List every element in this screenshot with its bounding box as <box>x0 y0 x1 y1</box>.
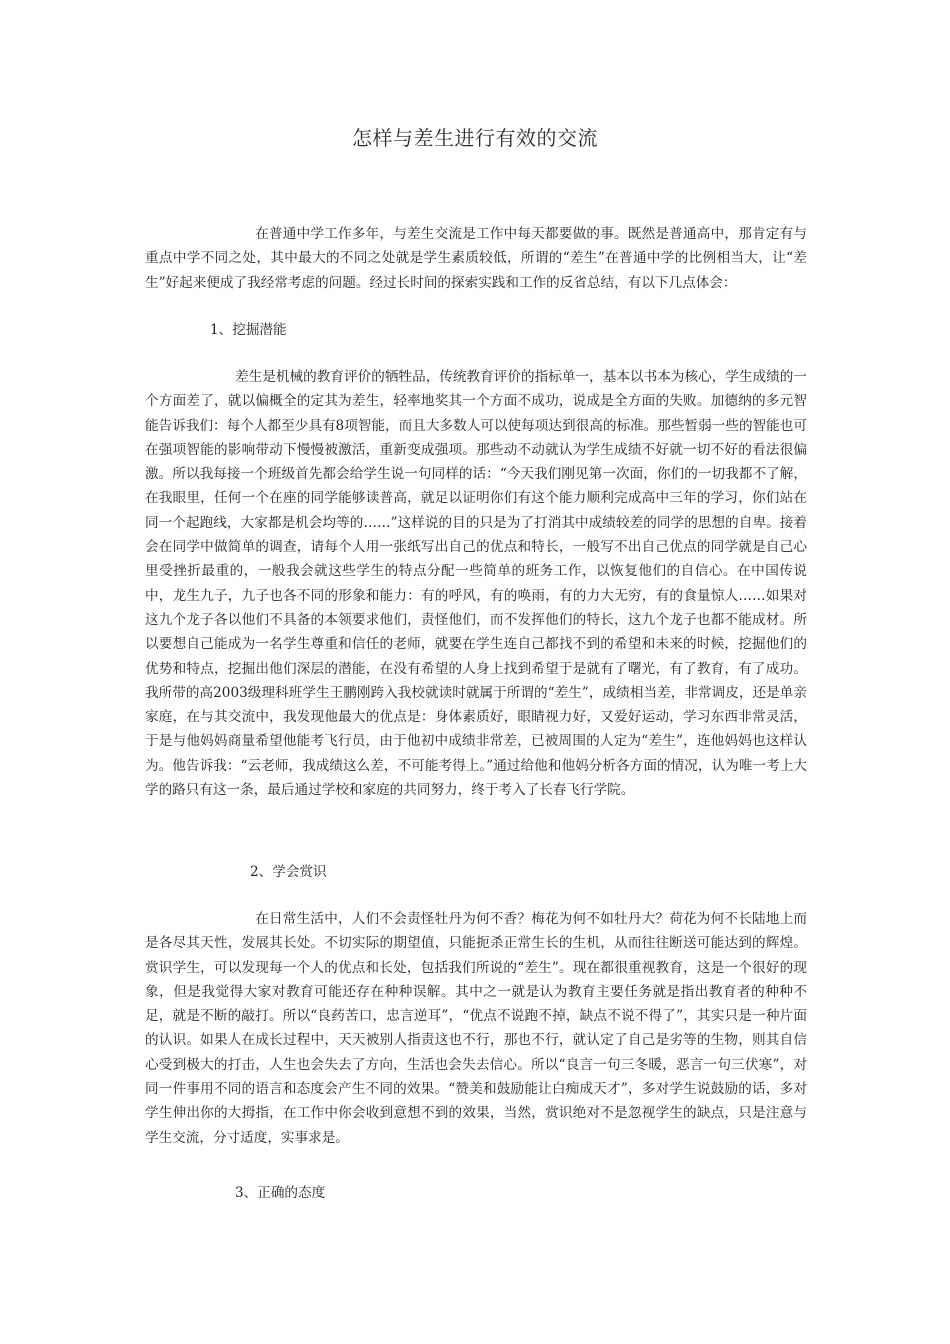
intro-text: 在普通中学工作多年，与差生交流是工作中每天都要做的事。既然是普通高中，那肯定有与重点中学不同之处，其中最大的不同之处就是学生素质较低，所谓的“差生”在普通中学的比例相当大，让“差生”好起来便成了我经常考虑的问题。经过长时间的探索实践和工作的反省总结，有以下几点体会： <box>145 226 807 291</box>
section-1-heading: 1、挖掘潜能 <box>210 322 287 338</box>
section-3-heading: 3、正确的态度 <box>235 1185 326 1201</box>
section-2-paragraph <box>145 907 807 1150</box>
section-2-heading: 2、学会赏识 <box>250 864 327 880</box>
document-title: 怎样与差生进行有效的交流 <box>352 126 598 150</box>
section-2-text: 在日常生活中，人们不会责怪牡丹为何不香？梅花为何不如牡丹大？荷花为何不长陆地上而是各尽其天性，发展其长处。不切实际的期望值，只能扼杀正常生长的生机，从而往往断送可能达到的辉煌。赏识学生，可以发现每一个人的优点和长处，包括我们所说的“差生”。现在都很重视教育，这是一个很好的现象，但是我觉得大家对教育可能还存在种种误解。其中之一就是认为教育主要任务就是指出教育者的种种不足，就是不断的敲打。所以“良药苦口，忠言逆耳”，“优点不说跑不掉，缺点不说不得了”，其实只是一种片面的认识。如果人在成长过程中，天天被别人指责这也不行，那也不行，就认定了自己是劣等的生物，则其自信心受到极大的打击，人生也会失去了方向，生活也会失去信心。所以“良言一句三冬暖，恶言一句三伏寒”，对同一件事用不同的语言和态度会产生不同的效果。“赞美和鼓励能让白痴成天才”，多对学生说鼓励的话，多对学生伸出你的大拇指，在工作中你会收到意想不到的效果，当然，赏识绝对不是忽视学生的缺点，只是注意与学生交流，分寸适度，实事求是。 <box>145 911 807 1146</box>
section-1-paragraph <box>145 365 807 802</box>
intro-paragraph <box>145 222 807 295</box>
section-1-text: 差生是机械的教育评价的牺牲品，传统教育评价的指标单一，基本以书本为核心，学生成绩的一个方面差了，就以偏概全的定其为差生，轻率地奖其一个方面不成功，说成是全方面的失败。加德纳的多元智能告诉我们：每个人都至少具有8项智能，而且大多数人可以使每项达到很高的标准。那些暂弱一些的智能也可在强项智能的影响带动下慢慢被激活，重新变成强项。那些动不动就认为学生成绩不好就一切不好的看法很偏激。所以我每接一个班级首先都会给学生说一句同样的话：“今天我们刚见第一次面，你们的一切我都不了解，在我眼里，任何一个在座的同学能够读普高，就足以证明你们有这个能力顺利完成高中三年的学习，你们站在同一个起跑线，大家都是机会均等的……”这样说的目的只是为了打消其中成绩较差的同学的思想的自卑。接着会在同学中做简单的调查，请每个人用一张纸写出自己的优点和特长，一般写不出自己优点的同学就是自己心里受挫折最重的，一般我会就这些学生的特点分配一些简单的班务工作，以恢复他们的自信心。在中国传说中，龙生九子，九子也各不同的形象和能力：有的呼风，有的唤雨，有的力大无穷，有的食量惊人……如果对这九个龙子各以他们不具备的本领要求他们，责怪他们，而不发挥他们的特长，这九个龙子也都不能成材。所以要想自己能成为一名学生尊重和信任的老师，就要在学生连自己都找不到的希望和未来的时候，挖掘他们的优势和特点，挖掘出他们深层的潜能，在没有希望的人身上找到希望于是就有了曙光，有了教育，有了成功。我所带的高2003级理科班学生王鹏刚跨入我校就读时就属于所谓的“差生”，成绩相当差，非常调皮，还是单亲家庭，在与其交流中，我发现他最大的优点是：身体素质好，眼睛视力好，又爱好运动，学习东西非常灵活，于是与他妈妈商量希望他能考飞行员，由于他初中成绩非常差，已被周围的人定为“差生”，连他妈妈也这样认为。他告诉我：“云老师，我成绩这么差，不可能考得上。”通过给他和他妈分析各方面的情况，认为唯一考上大学的路只有这一条，最后通过学校和家庭的共同努力，终于考入了长春飞行学院。 <box>145 369 807 799</box>
